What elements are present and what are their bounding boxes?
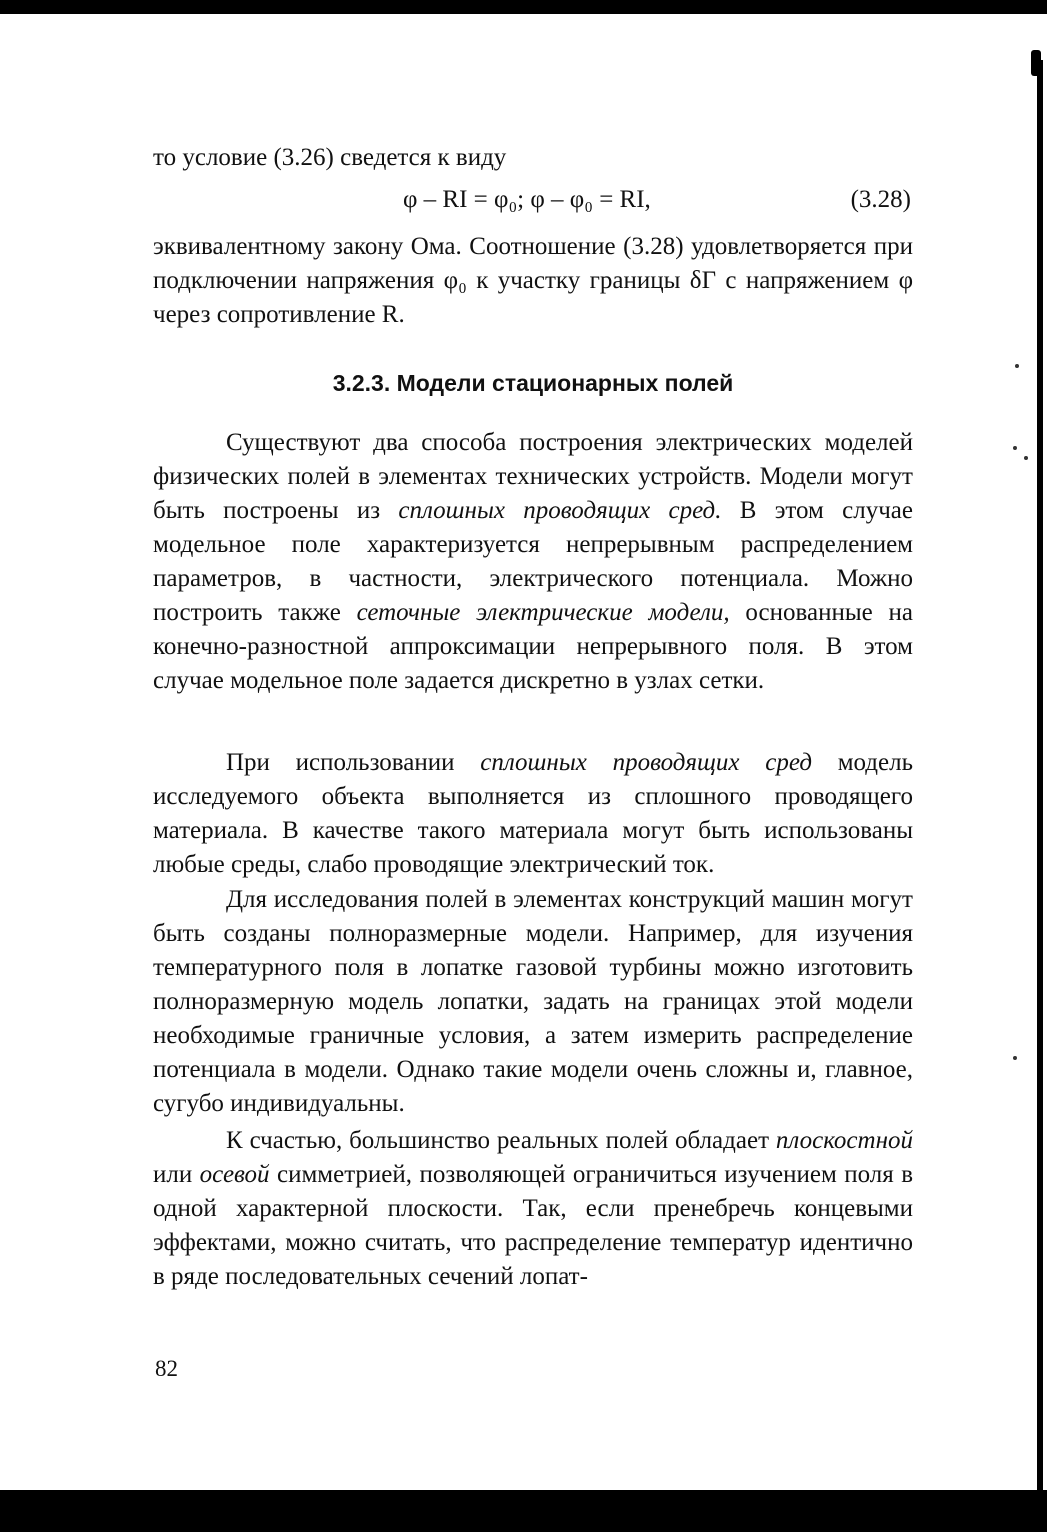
ohm-paragraph [153, 230, 913, 332]
scan-border-top [0, 0, 1047, 14]
paragraph-4 [153, 1124, 913, 1294]
paragraph-2-text [153, 746, 913, 882]
p4-text-b: или [153, 1161, 200, 1188]
intro-text: то условие (3.26) сведется к виду [153, 144, 507, 171]
paragraph-3 [153, 883, 913, 1121]
scan-border-bottom [0, 1490, 1047, 1532]
formula-expression: φ – RI = φ₀; φ – φ₀ = RI, [403, 186, 651, 213]
scan-edge-line [1037, 60, 1043, 1490]
p2-text-b: модель исследуемого объекта выполняется из сплошного проводящего материала. В качестве такого материала могут быть использованы любые среды, слабо проводящие электрический ток. [153, 749, 913, 878]
p4-emphasis-2: осевой [199, 1161, 270, 1188]
intro-line [153, 141, 913, 175]
p1-text-c: основанные на конечно-разностной аппроксимации непрерывного поля. В этом случае модельное поле задается дискретно в узлах сетки. [153, 599, 913, 694]
p4-emphasis-1: плоскостной [775, 1127, 913, 1154]
paragraph-1 [153, 426, 913, 698]
p4-text-a: К счастью, большинство реальных полей обладает [226, 1127, 776, 1154]
p1-emphasis-2: сеточные электрические модели, [356, 599, 730, 626]
p2-emphasis-1: сплошных проводящих сред [480, 749, 812, 776]
scan-speck [1015, 364, 1019, 368]
p1-text-a: Существуют два способа построения электрических моделей физических полей в элементах технических устройств. Модели могут быть построены из [153, 429, 913, 524]
section-heading: 3.2.3. Модели стационарных полей [332, 370, 734, 396]
p1-text-b: В этом случае модельное поле характеризуется непрерывным распределением параметров, в частности, электрического потенциала. Можно построить также [153, 497, 913, 626]
paragraph-1-text [153, 426, 913, 698]
scan-speck [1013, 446, 1017, 450]
scan-speck [1013, 1056, 1017, 1060]
paragraph-2 [153, 746, 913, 882]
p4-text-c: симметрией, позволяющей ограничиться изучением поля в одной характерной плоскости. Так, если пренебречь концевыми эффектами, можно считать, что распределение температур идентично в ряде последовательных сечений лопат- [153, 1161, 913, 1290]
paragraph-4-text [153, 1124, 913, 1294]
formula-line [153, 186, 913, 222]
paragraph-3-text: Для исследования полей в элементах конструкций машин могут быть созданы полноразмерные модели. Например, для изучения температурного поля в лопатке газовой турбины можно изготовить полноразмерную модель лопатки, задать на границах этой модели необходимые граничные условия, а затем измерить распределение потенциала в модели. Однако такие модели очень сложны и, главное, сугубо индивидуальны. [153, 886, 913, 1117]
p2-text-a: При использовании [226, 749, 481, 776]
page-number: 82 [155, 1356, 178, 1381]
formula-number: (3.28) [850, 186, 911, 213]
p1-emphasis-1: сплошных проводящих сред. [398, 497, 722, 524]
ohm-paragraph-text: эквивалентному закону Ома. Соотношение (3.28) удовлетворяется при подключении напряжения φ₀ к участку границы δГ с напряжением φ через сопротивление R. [153, 233, 913, 328]
scan-speck [1024, 456, 1028, 460]
scan-border-right [1029, 50, 1047, 1490]
